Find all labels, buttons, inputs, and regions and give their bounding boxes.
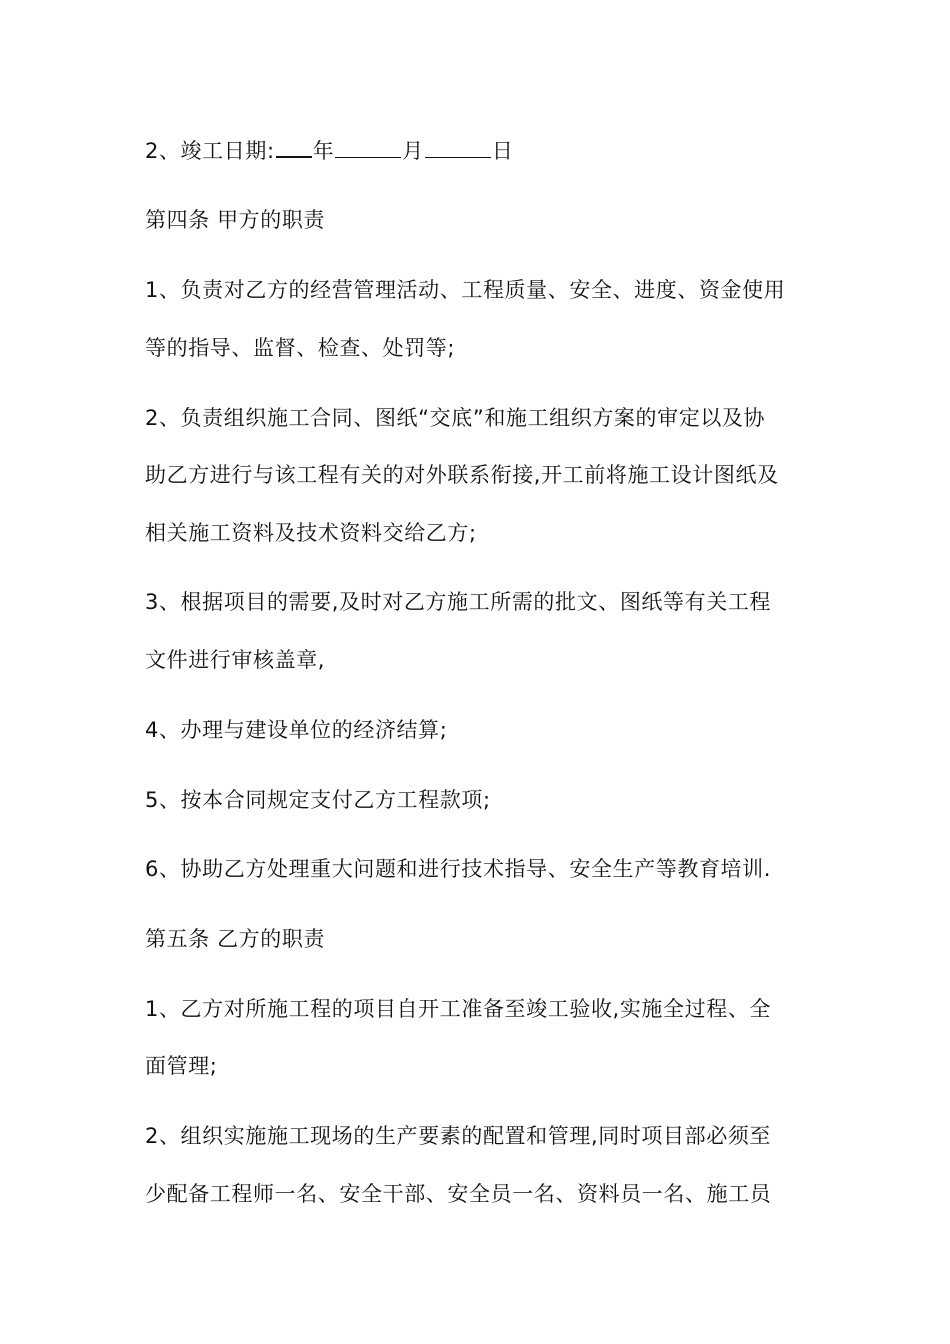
paragraph-line: 2、负责组织施工合同、图纸“交底”和施工组织方案的审定以及协 — [145, 406, 766, 430]
day-blank[interactable] — [425, 137, 491, 158]
paragraph-line: 2、组织实施施工现场的生产要素的配置和管理,同时项目部必须至 — [145, 1124, 772, 1148]
month-blank[interactable] — [335, 137, 401, 158]
paragraph-line: 3、根据项目的需要,及时对乙方施工所需的批文、图纸等有关工程 — [145, 590, 772, 614]
paragraph-line: 相关施工资料及技术资料交给乙方; — [145, 521, 477, 545]
paragraph-line: 面管理; — [145, 1054, 218, 1078]
month-label: 月 — [402, 139, 424, 163]
paragraph-line: 等的指导、监督、检查、处罚等; — [145, 336, 456, 360]
paragraph-line: 1、乙方对所施工程的项目自开工准备至竣工验收,实施全过程、全 — [145, 997, 772, 1021]
paragraph-line: 1、负责对乙方的经营管理活动、工程质量、安全、进度、资金使用 — [145, 278, 786, 302]
paragraph-line: 5、按本合同规定支付乙方工程款项; — [145, 788, 491, 812]
paragraph-line: 4、办理与建设单位的经济结算; — [145, 718, 448, 742]
article-five-heading: 第五条 乙方的职责 — [145, 927, 326, 951]
paragraph-line: 少配备工程师一名、安全干部、安全员一名、资料员一名、施工员 — [145, 1182, 772, 1206]
year-label: 年 — [312, 139, 335, 163]
paragraph-line: 6、协助乙方处理重大问题和进行技术指导、安全生产等教育培训. — [145, 857, 772, 881]
day-label: 日 — [491, 139, 514, 163]
paragraph-line: 助乙方进行与该工程有关的对外联系衔接,开工前将施工设计图纸及 — [145, 463, 779, 487]
year-blank[interactable] — [276, 136, 312, 158]
completion-date-line — [145, 136, 815, 165]
completion-date-prefix: 2、竣工日期: — [145, 139, 275, 163]
article-four-heading: 第四条 甲方的职责 — [145, 208, 326, 232]
paragraph-line: 文件进行审核盖章, — [145, 648, 326, 672]
